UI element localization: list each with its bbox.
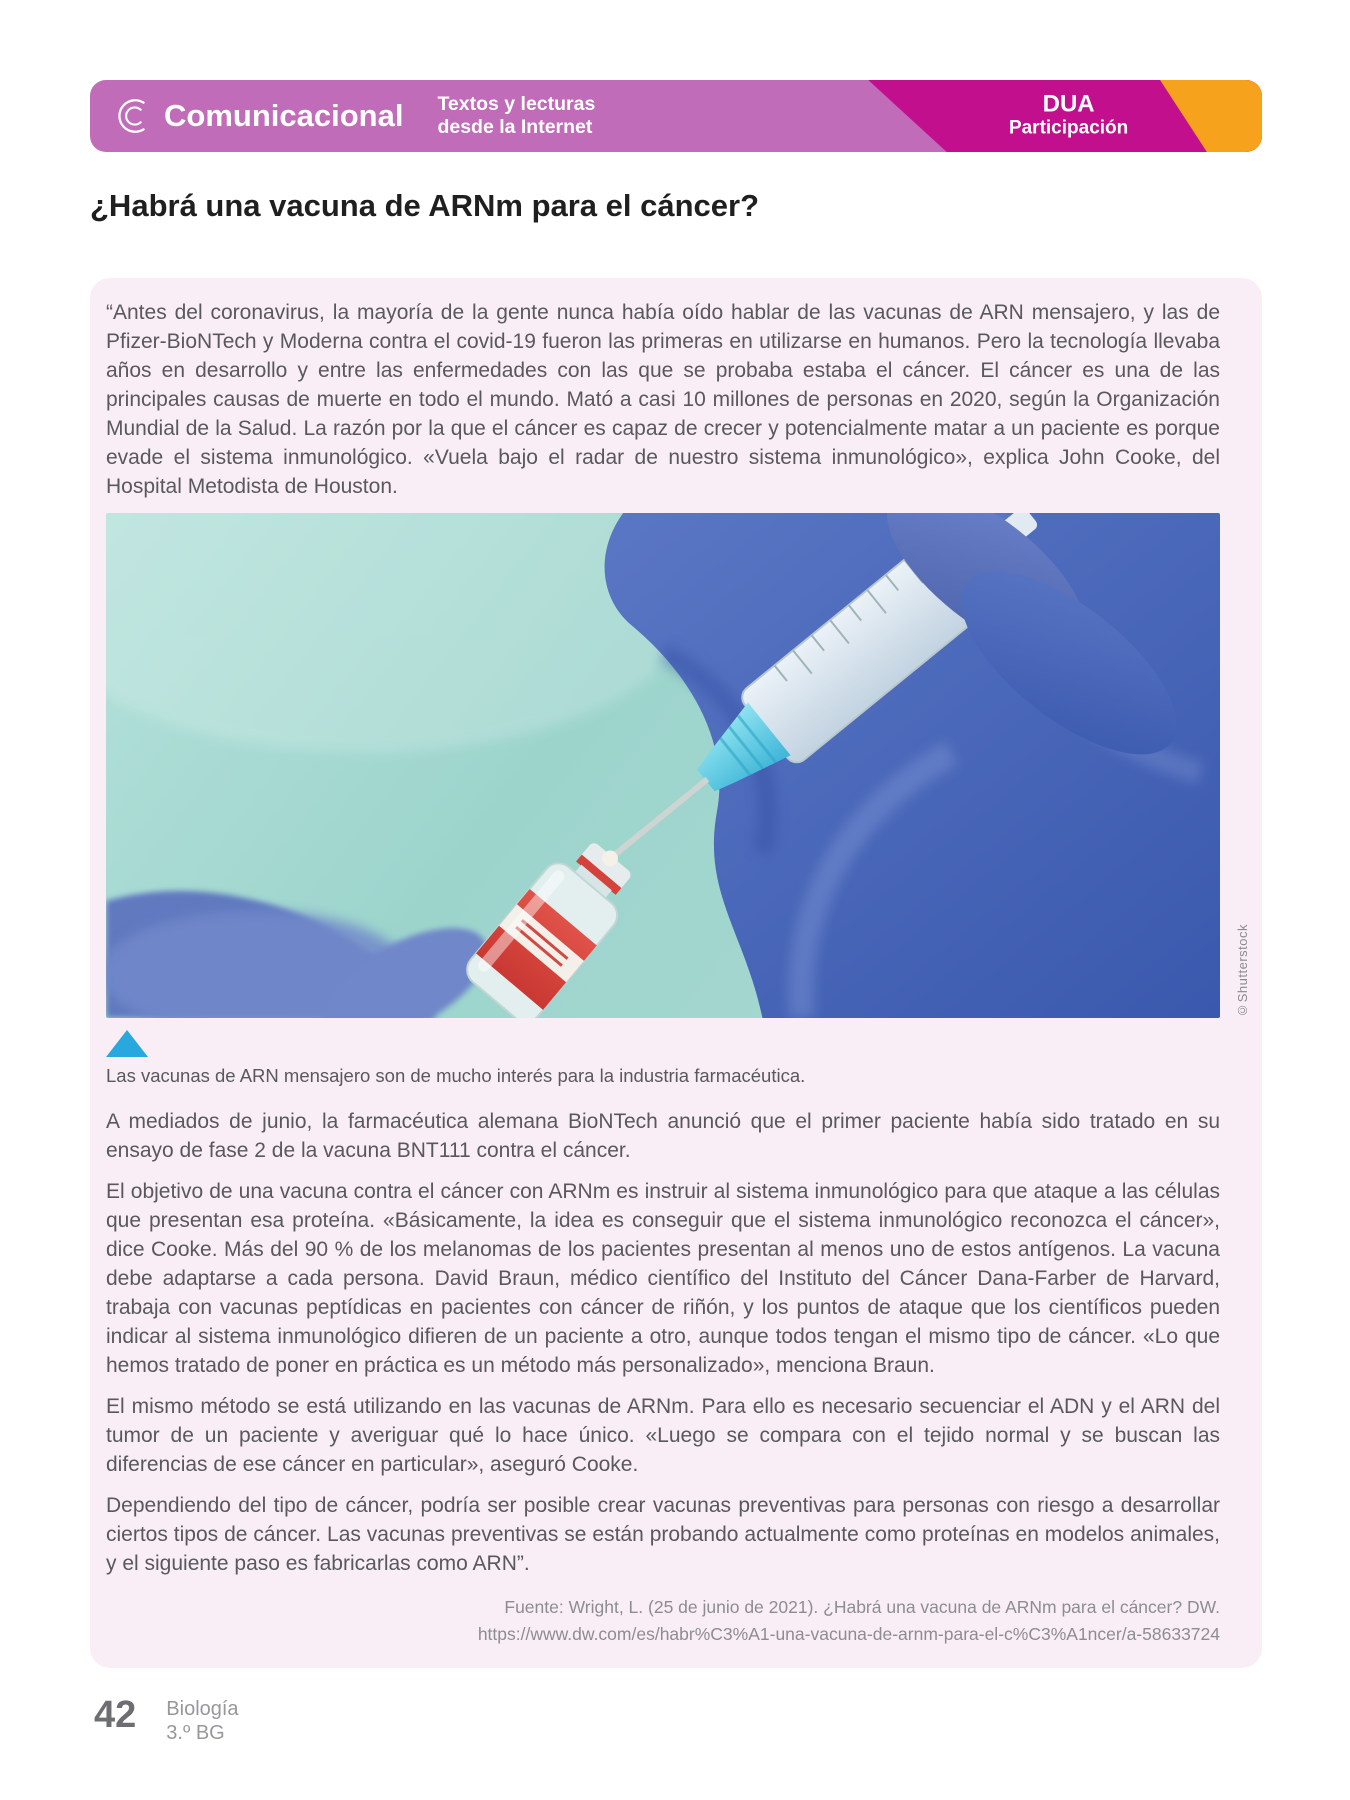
source-citation-line1: Fuente: Wright, L. (25 de junio de 2021). ¿Habrá una vacuna de ARNm para el cáncer? DW. (504, 1597, 1220, 1617)
dua-badge-title: DUA (1042, 90, 1095, 118)
article-paragraph-2: A mediados de junio, la farmacéutica alemana BioNTech anunció que el primer paciente había sido tratado en su ensayo de fase 2 de la vacuna BNT111 contra el cáncer. (106, 1110, 1220, 1162)
course-grade: 3.º BG (166, 1722, 225, 1744)
article-paragraph-3: El objetivo de una vacuna contra el cáncer con ARNm es instruir al sistema inmunológico para que ataque a las células que presentan esa proteína. «Básicamente, la idea es conseguir que el sistema inmunológico reconozca el cáncer», dice Cooke. Más del 90 % de los melanomas de los pacientes presentan al menos uno de estos antígenos. La vacuna debe adaptarse a cada persona. David Braun, médico científico del Instituto del Cáncer Dana-Farber de Harvard, trabaja con vacunas peptídicas en pacientes con cáncer de riñón, y los puntos de ataque que los científicos pueden indicar al sistema inmunológico difieren de un paciente a otro, aunque todos tengan el mismo tipo de cáncer. «Lo que hemos tratado de poner en práctica es un método más personalizado», menciona Braun. (106, 1180, 1220, 1377)
source-citation (106, 1594, 1220, 1648)
figure-caption: Las vacunas de ARN mensajero son de mucho interés para la industria farmacéutica. (106, 1065, 806, 1086)
article-content-box (90, 278, 1262, 1668)
header-banner (90, 80, 1262, 152)
article-paragraph-5: Dependiendo del tipo de cáncer, podría ser posible crear vacunas preventivas para personas con riesgo a desarrollar ciertos tipos de cáncer. Las vacunas preventivas se están probando actualmente como proteínas en modelos animales, y el siguiente paso es fabricarlas como ARN”. (106, 1494, 1220, 1575)
dua-badge-subtitle: Participación (1008, 117, 1129, 139)
article-title: ¿Habrá una vacuna de ARNm para el cáncer? (90, 188, 760, 223)
article-paragraph-4: El mismo método se está utilizando en las vacunas de ARNm. Para ello es necesario secuenciar el ADN y el ARN del tumor de un paciente y averiguar qué lo hace único. «Luego se compara con el tejido normal y se buscan las diferencias de ese cáncer en particular», aseguró Cooke. (106, 1395, 1220, 1476)
caption-triangle-icon (106, 1030, 148, 1057)
comunicacional-logo-icon (112, 95, 154, 137)
article-paragraph-1: “Antes del coronavirus, la mayoría de la gente nunca había oído hablar de las vacunas de ARN mensajero, y las de Pfizer-BioNTech y Moderna contra el covid-19 fueron las primeras en utilizarse en humanos. Pero la tecnología llevaba años en desarrollo y entre las enfermedades con las que se probaba estaba el cáncer. El cáncer es una de las principales causas de muerte en todo el mundo. Mató a casi 10 millones de personas en 2020, según la Organización Mundial de la Salud. La razón por la que el cáncer es capaz de crecer y potencialmente matar a un paciente es porque evade el sistema inmunológico. «Vuela bajo el radar de nuestro sistema inmunológico», explica John Cooke, del Hospital Metodista de Houston. (106, 301, 1220, 498)
page-number: 42 (94, 1694, 137, 1736)
course-name: Biología (166, 1698, 239, 1720)
brand-name: Comunicacional (164, 98, 404, 133)
article-figure (106, 513, 1250, 1018)
banner-subtitle (437, 93, 595, 139)
banner-subtitle-line1: Textos y lecturas (437, 93, 596, 115)
page-footer (90, 1696, 1262, 1745)
source-citation-url: https://www.dw.com/es/habr%C3%A1-una-vacuna-de-arnm-para-el-c%C3%A1ncer/a-58633724 (477, 1624, 1220, 1644)
banner-subtitle-line2: desde la Internet (437, 116, 593, 138)
photo-credit: ©Shutterstock (1235, 924, 1250, 1018)
dua-badge (910, 91, 1226, 140)
course-label (166, 1696, 238, 1745)
syringe-vial-photo (106, 513, 1220, 1018)
